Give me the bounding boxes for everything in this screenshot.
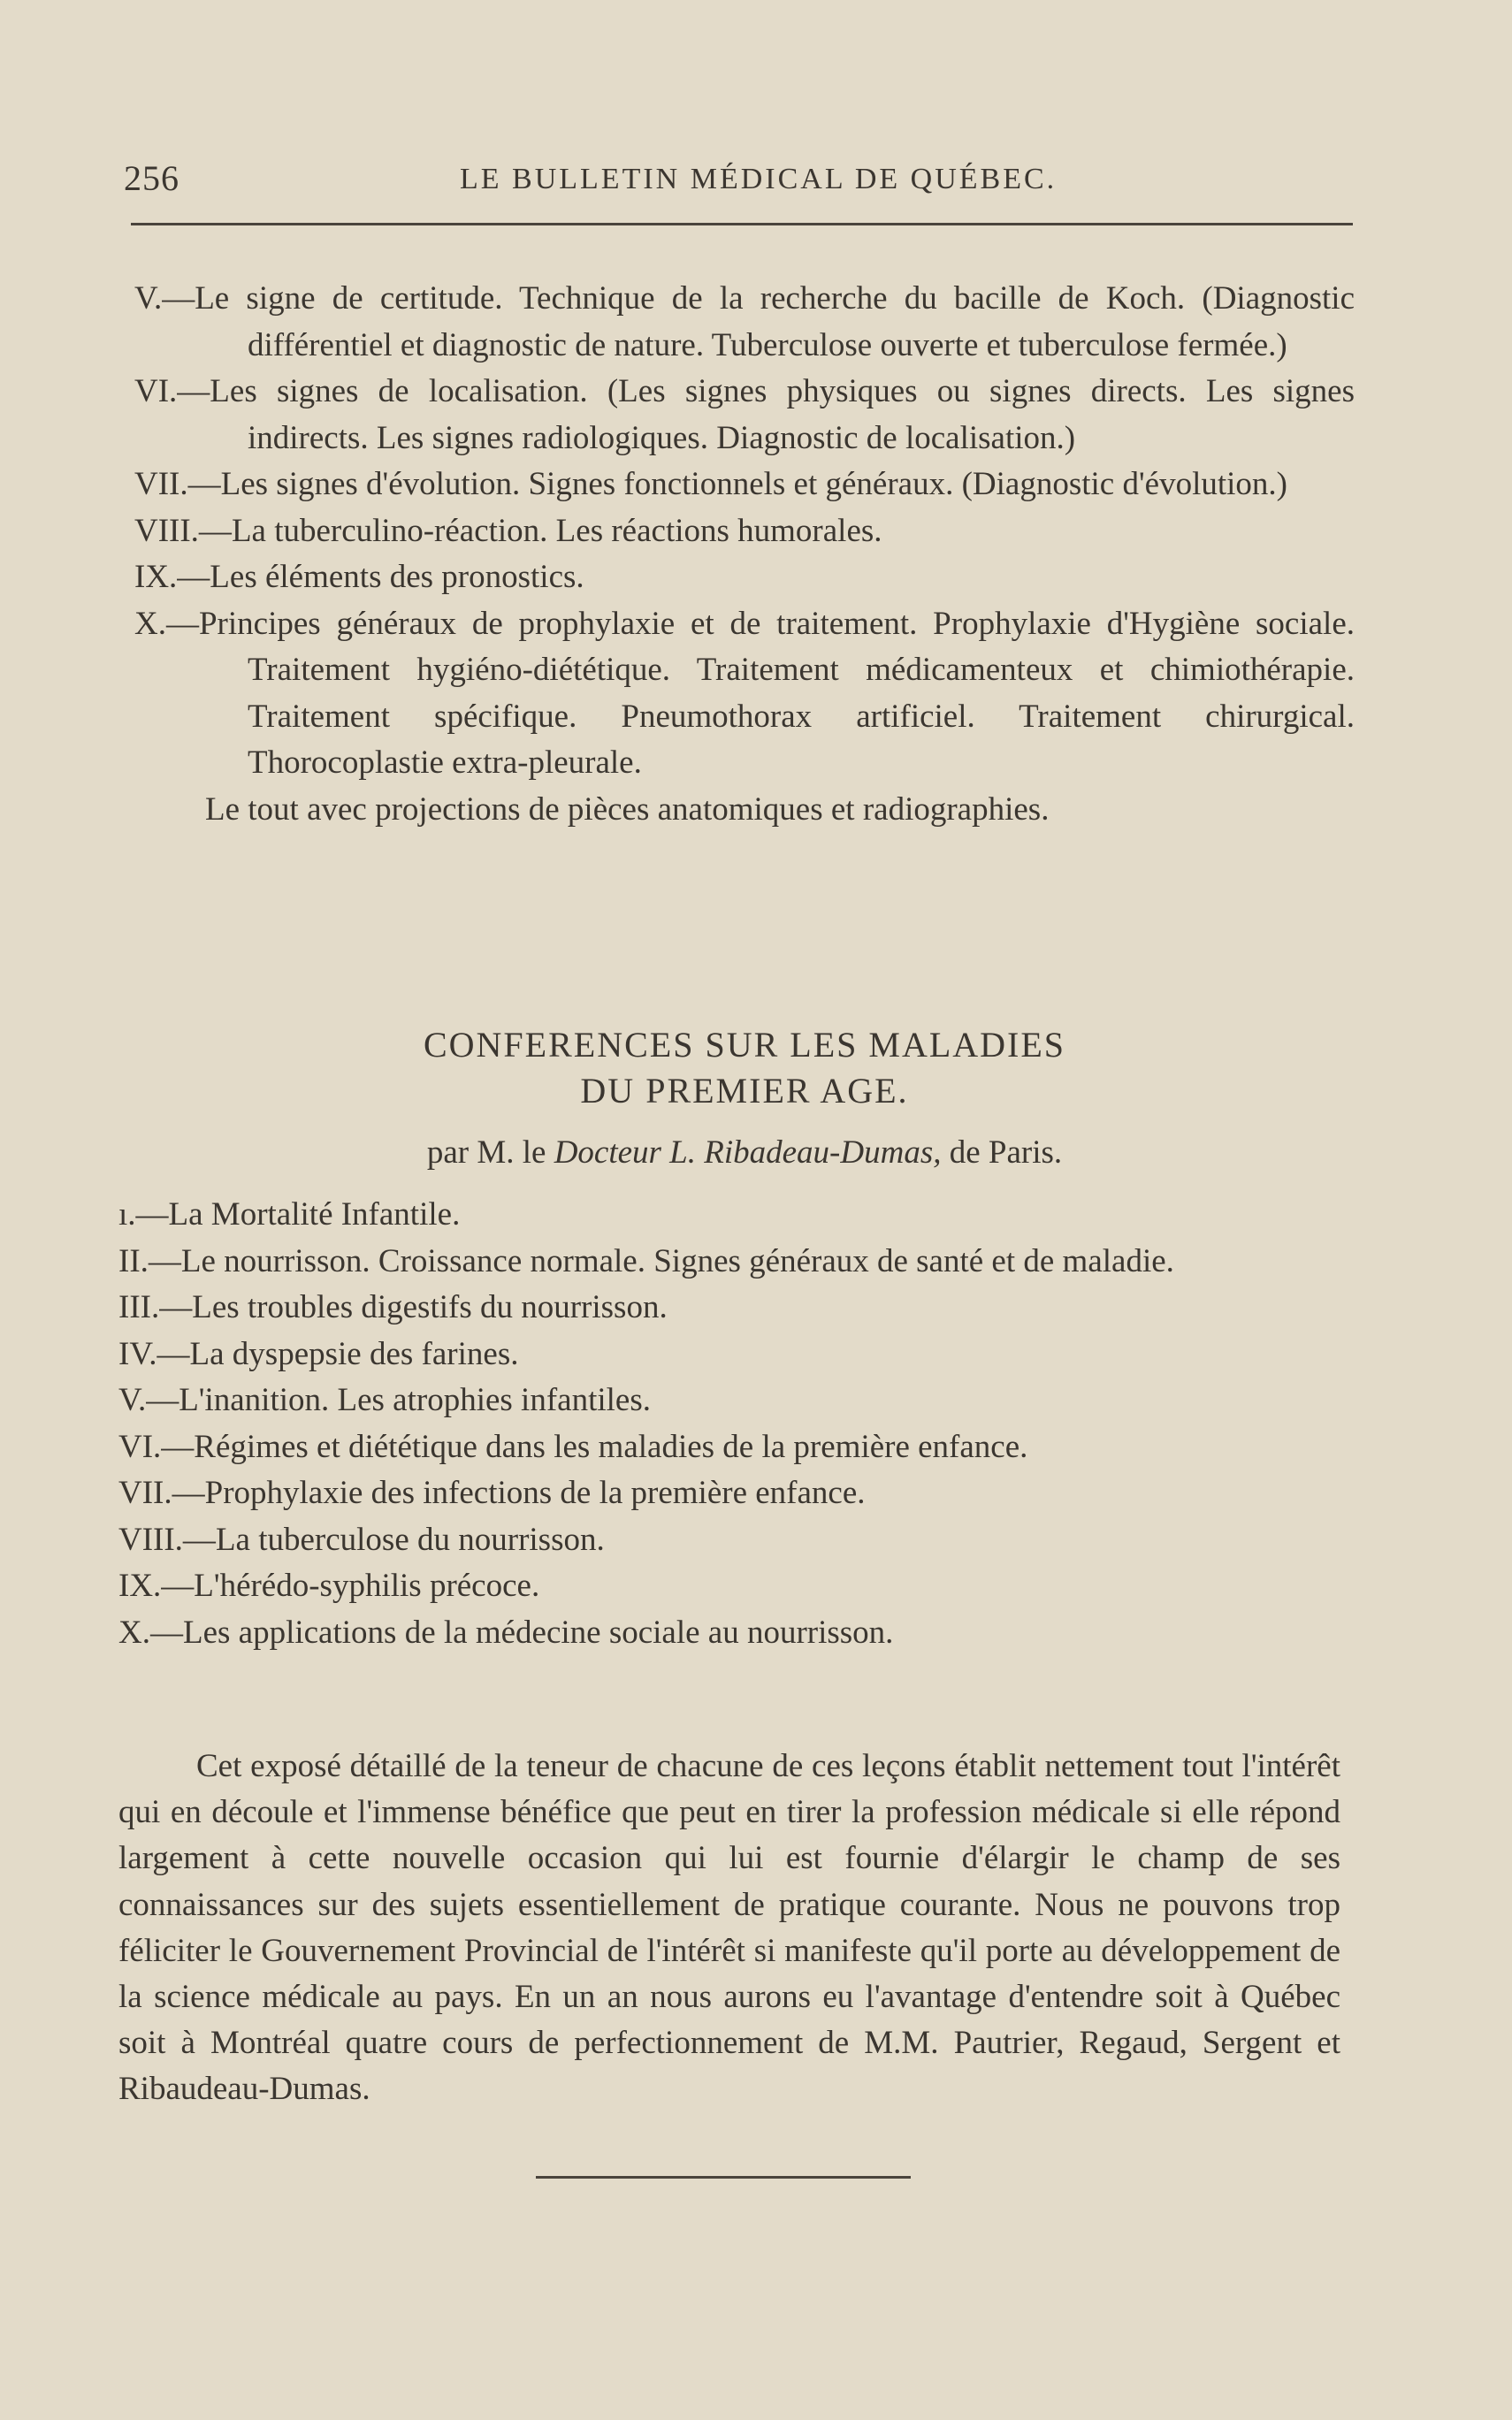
item-number: ı.— <box>118 1196 169 1233</box>
page-number: 256 <box>124 158 179 198</box>
conference-byline <box>134 1130 1355 1176</box>
item-text: Le signe de certitude. Technique de la recherche du bacille de Koch. (Diagnostic différentiel et diagnostic de nature. Tuberculose ouverte et tuberculose fermée.) <box>195 280 1355 363</box>
item-text: La dyspepsie des farines. <box>189 1335 519 1372</box>
item-text: Prophylaxie des infections de la première enfance. <box>204 1475 866 1511</box>
list-item <box>118 1470 1355 1517</box>
item-text: Les éléments des pronostics. <box>210 559 584 595</box>
item-text: L'hérédo-syphilis précoce. <box>194 1568 540 1604</box>
item-number: X.— <box>134 605 199 642</box>
item-text: Le nourrisson. Croissance normale. Signes généraux de santé et de maladie. <box>180 1242 1174 1279</box>
item-number: V.— <box>134 280 195 317</box>
item-number: VIII.— <box>134 512 232 549</box>
item-text: L'inanition. Les atrophies infantiles. <box>179 1382 651 1418</box>
conference-title <box>134 1022 1355 1114</box>
byline-prefix: par M. le <box>426 1134 554 1171</box>
item-number: VIII.— <box>118 1521 216 1558</box>
tuberculosis-lecture-list <box>134 276 1355 833</box>
byline-suffix: de Paris. <box>941 1134 1063 1171</box>
list-item <box>134 508 1355 555</box>
page-header <box>124 157 1353 210</box>
item-text: Régimes et diététique dans les maladies de la première enfance. <box>194 1428 1028 1465</box>
list-conclusion: Le tout avec projections de pièces anatomiques et radiographies. <box>205 790 1050 828</box>
list-item <box>118 1610 1355 1657</box>
header-rule <box>131 223 1353 225</box>
list-item <box>134 462 1355 508</box>
item-text: La tuberculino-réaction. Les réactions humorales. <box>231 512 882 549</box>
list-item <box>118 1517 1355 1564</box>
item-number: VII.— <box>134 466 221 502</box>
list-item <box>134 369 1355 462</box>
end-rule <box>536 2176 911 2179</box>
list-item <box>134 601 1355 787</box>
item-text: Les troubles digestifs du nourrisson. <box>192 1289 668 1325</box>
item-number: III.— <box>118 1289 193 1325</box>
item-text: Principes généraux de prophylaxie et de traitement. Prophylaxie d'Hygiène sociale. Traitement hygiéno-diététique. Traitement médicamenteux et chimiothérapie. Traitement spécifique. Pneumothorax artificiel. Traitement chirurgical. Thorocoplastie extra-pleurale. <box>198 605 1355 781</box>
item-text: Les signes d'évolution. Signes fonctionnels et généraux. (Diagnostic d'évolution.) <box>220 466 1287 502</box>
conference-title-line: CONFERENCES SUR LES MALADIES <box>423 1025 1066 1065</box>
list-item <box>118 1563 1355 1610</box>
list-item <box>134 554 1355 601</box>
pediatrics-lecture-list <box>118 1192 1355 1656</box>
item-text: Les applications de la médecine sociale au nourrisson. <box>182 1614 894 1651</box>
item-number: VII.— <box>118 1475 205 1511</box>
item-number: IX.— <box>118 1568 195 1604</box>
item-number: VI.— <box>118 1428 195 1465</box>
list-item <box>118 1378 1355 1424</box>
list-item <box>118 1192 1355 1239</box>
list-item <box>118 1424 1355 1471</box>
item-number: II.— <box>118 1242 181 1279</box>
item-text: Les signes de localisation. (Les signes physiques ou signes directs. Les signes indirects. Les signes radiologiques. Diagnostic de localisation.) <box>210 373 1355 456</box>
list-item <box>118 1285 1355 1332</box>
item-number: X.— <box>118 1614 183 1651</box>
list-item <box>118 1239 1355 1286</box>
item-number: V.— <box>118 1382 179 1418</box>
list-item <box>118 1332 1355 1378</box>
item-text: La Mortalité Infantile. <box>168 1196 461 1233</box>
byline-author: Docteur L. Ribadeau-Dumas, <box>554 1134 942 1171</box>
conference-title-line: DU PREMIER AGE. <box>580 1071 909 1111</box>
list-item <box>134 276 1355 369</box>
closing-paragraph: Cet exposé détaillé de la teneur de chacune de ces leçons établit nettement tout l'intérêt qui en découle et l'immense bénéfice que peut en tirer la profession médicale si elle répond largement à cette nouvelle occasion qui lui est fournie d'élargir le champ de ses connaissances sur des sujets essentiellement de pratique courante. Nous ne pouvons trop féliciter le Gouvernement Provincial de l'intérêt si manifeste qu'il porte au développement de la science médicale au pays. En un an nous aurons eu l'avantage d'entendre soit à Québec soit à Montréal quatre cours de perfectionnement de M.M. Pautrier, Regaud, Sergent et Ribaudeau-Dumas. <box>118 1748 1340 2108</box>
item-text: La tuberculose du nourrisson. <box>215 1521 605 1558</box>
item-number: VI.— <box>134 373 210 409</box>
item-number: IV.— <box>118 1335 190 1372</box>
running-title: LE BULLETIN MÉDICAL DE QUÉBEC. <box>460 163 1058 195</box>
item-number: IX.— <box>134 559 210 595</box>
